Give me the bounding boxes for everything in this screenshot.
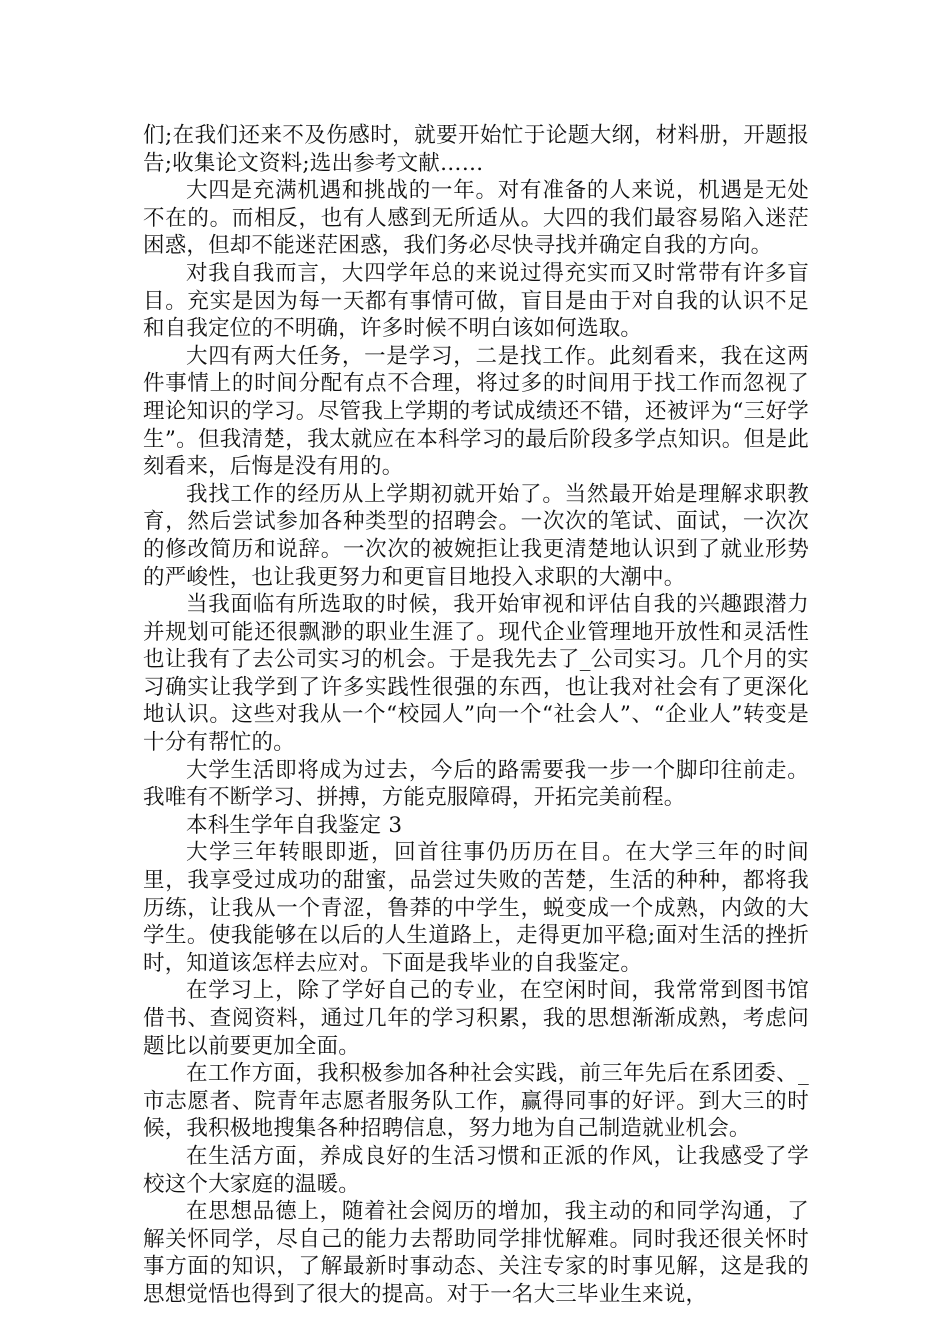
document-page (143, 122, 809, 1309)
paragraph: 在思想品德上，随着社会阅历的增加，我主动的和同学沟通，了解关怀同学，尽自己的能力去帮助同学排忧解难。同时我还很关怀时事方面的知识，了解最新时事动态、关注专家的时事见解，这是我的思想觉悟也得到了很大的提高。对于一名大三毕业生来说， (143, 1199, 809, 1307)
paragraph-continuation: 们;在我们还来不及伤感时，就要开始忙于论题大纲，材料册，开题报告;收集论文资料;选出参考文献…… (143, 123, 809, 176)
paragraph: 在工作方面，我积极参加各种社会实践，前三年先后在系团委、_市志愿者、院青年志愿者服务队工作，赢得同事的好评。到大三的时候，我积极地搜集各种招聘信息，努力地为自己制造就业机会。 (143, 1061, 809, 1142)
paragraph: 大四有两大任务，一是学习，二是找工作。此刻看来，我在这两件事情上的时间分配有点不合理，将过多的时间用于找工作而忽视了理论知识的学习。尽管我上学期的考试成绩还不错，还被评为“三好学生”。但我清楚，我太就应在本科学习的最后阶段多学点知识。但是此刻看来，后悔是没有用的。 (143, 343, 809, 480)
paragraph: 在学习上，除了学好自己的专业，在空闲时间，我常常到图书馆借书、查阅资料，通过几年的学习积累，我的思想渐渐成熟，考虑问题比以前要更加全面。 (143, 978, 809, 1059)
paragraph: 我找工作的经历从上学期初就开始了。当然最开始是理解求职教育，然后尝试参加各种类型的招聘会。一次次的笔试、面试，一次次的修改简历和说辞。一次次的被婉拒让我更清楚地认识到了就业形势的严峻性，也让我更努力和更盲目地投入求职的大潮中。 (143, 481, 809, 590)
paragraph: 大四是充满机遇和挑战的一年。对有准备的人来说，机遇是无处不在的。而相反，也有人感到无所适从。大四的我们最容易陷入迷茫困惑，但却不能迷茫困惑，我们务必尽快寻找并确定自我的方向。 (143, 178, 809, 259)
paragraph: 大学三年转眼即逝，回首往事仍历历在目。在大学三年的时间里，我享受过成功的甜蜜，品尝过失败的苦楚，生活的种种，都将我历练，让我从一个青涩，鲁莽的中学生，蜕变成一个成熟，内敛的大学生。使我能够在以后的人生道路上，走得更加平稳;面对生活的挫折时，知道该怎样去应对。下面是我毕业的自我鉴定。 (143, 840, 809, 976)
paragraph: 对我自我而言，大四学年总的来说过得充实而又时常带有许多盲目。充实是因为每一天都有事情可做，盲目是由于对自我的认识不足和自我定位的不明确，许多时候不明白该如何选取。 (143, 260, 809, 342)
section-heading: 本科生学年自我鉴定 3 (186, 812, 403, 838)
paragraph: 大学生活即将成为过去，今后的路需要我一步一个脚印往前走。我唯有不断学习、拼搏，方能克服障碍，开拓完美前程。 (143, 757, 809, 811)
paragraph: 当我面临有所选取的时候，我开始审视和评估自我的兴趣跟潜力并规划可能还很飘渺的职业生涯了。现代企业管理地开放性和灵活性也让我有了去公司实习的机会。于是我先去了_公司实习。几个月的实习确实让我学到了许多实践性很强的东西，也让我对社会有了更深化地认识。这些对我从一个“校园人”向一个“社会人”、“企业人”转变是十分有帮忙的。 (143, 592, 809, 756)
paragraph: 在生活方面，养成良好的生活习惯和正派的作风，让我感受了学校这个大家庭的温暖。 (143, 1143, 809, 1197)
